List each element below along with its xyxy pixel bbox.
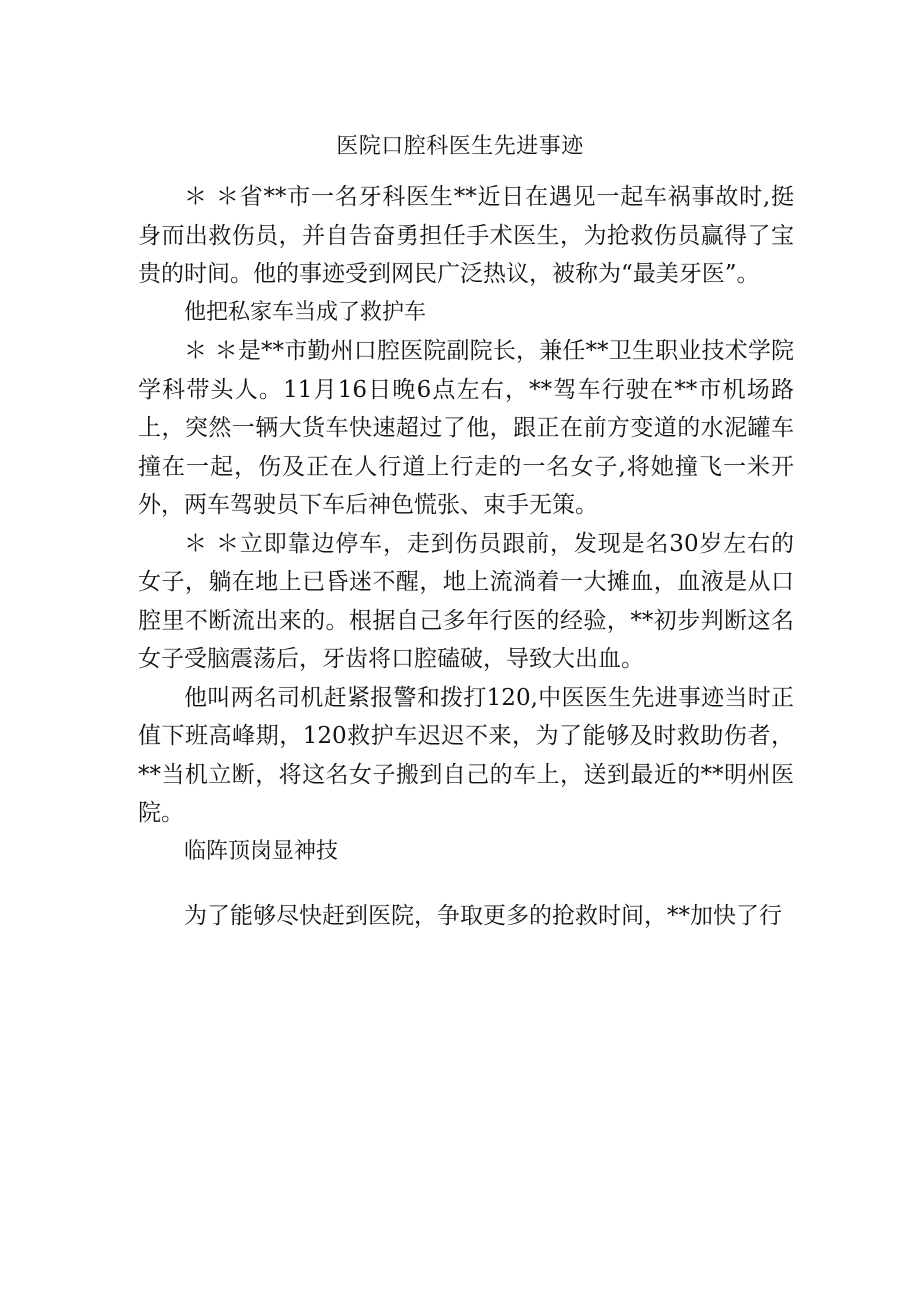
document-title: 医院口腔科医生先进事迹	[336, 134, 584, 159]
paragraph-background: ＊ ＊是**市勤州口腔医院副院长，兼任**卫生职业技术学院学科带头人。11月16日晚6点左右，**驾车行驶在**市机场路上，突然一辆大货车快速超过了他，跟正在前方变道的水泥罐车撞在一起，伤及正在人行道上行走的一名女子,将她撞飞一米开外，两车驾驶员下车后神色慌张、束手无策。	[138, 338, 794, 518]
paragraph-transport: 他叫两名司机赶紧报警和拨打120,中医医生先进事迹当时正值下班高峰期，120救护车迟迟不来，为了能够及时救助伤者，**当机立断，将这名女子搬到自己的车上，送到最近的**明州医院。	[138, 684, 794, 826]
paragraph-rescue: ＊ ＊立即靠边停车，走到伤员跟前，发现是名30岁左右的女子，躺在地上已昏迷不醒，地上流淌着一大摊血，血液是从口腔里不断流出来的。根据自己多年行医的经验，**初步判断这名女子受脑震荡后，牙齿将口腔磕破，导致大出血。	[138, 530, 794, 672]
paragraph-continuation: 为了能够尽快赶到医院，争取更多的抢救时间，**加快了行	[184, 903, 782, 929]
paragraph-intro: ＊ ＊省**市一名牙科医生**近日在遇见一起车祸事故时,挺身而出救伤员，并自告奋勇担任手术医生，为抢救伤员赢得了宝贵的时间。他的事迹受到网民广泛热议，被称为“最美牙医”。	[138, 184, 794, 287]
document-body	[138, 178, 794, 936]
section-heading-skill: 临阵顶岗显神技	[184, 838, 339, 864]
section-heading-private-car: 他把私家车当成了救护车	[184, 299, 427, 325]
